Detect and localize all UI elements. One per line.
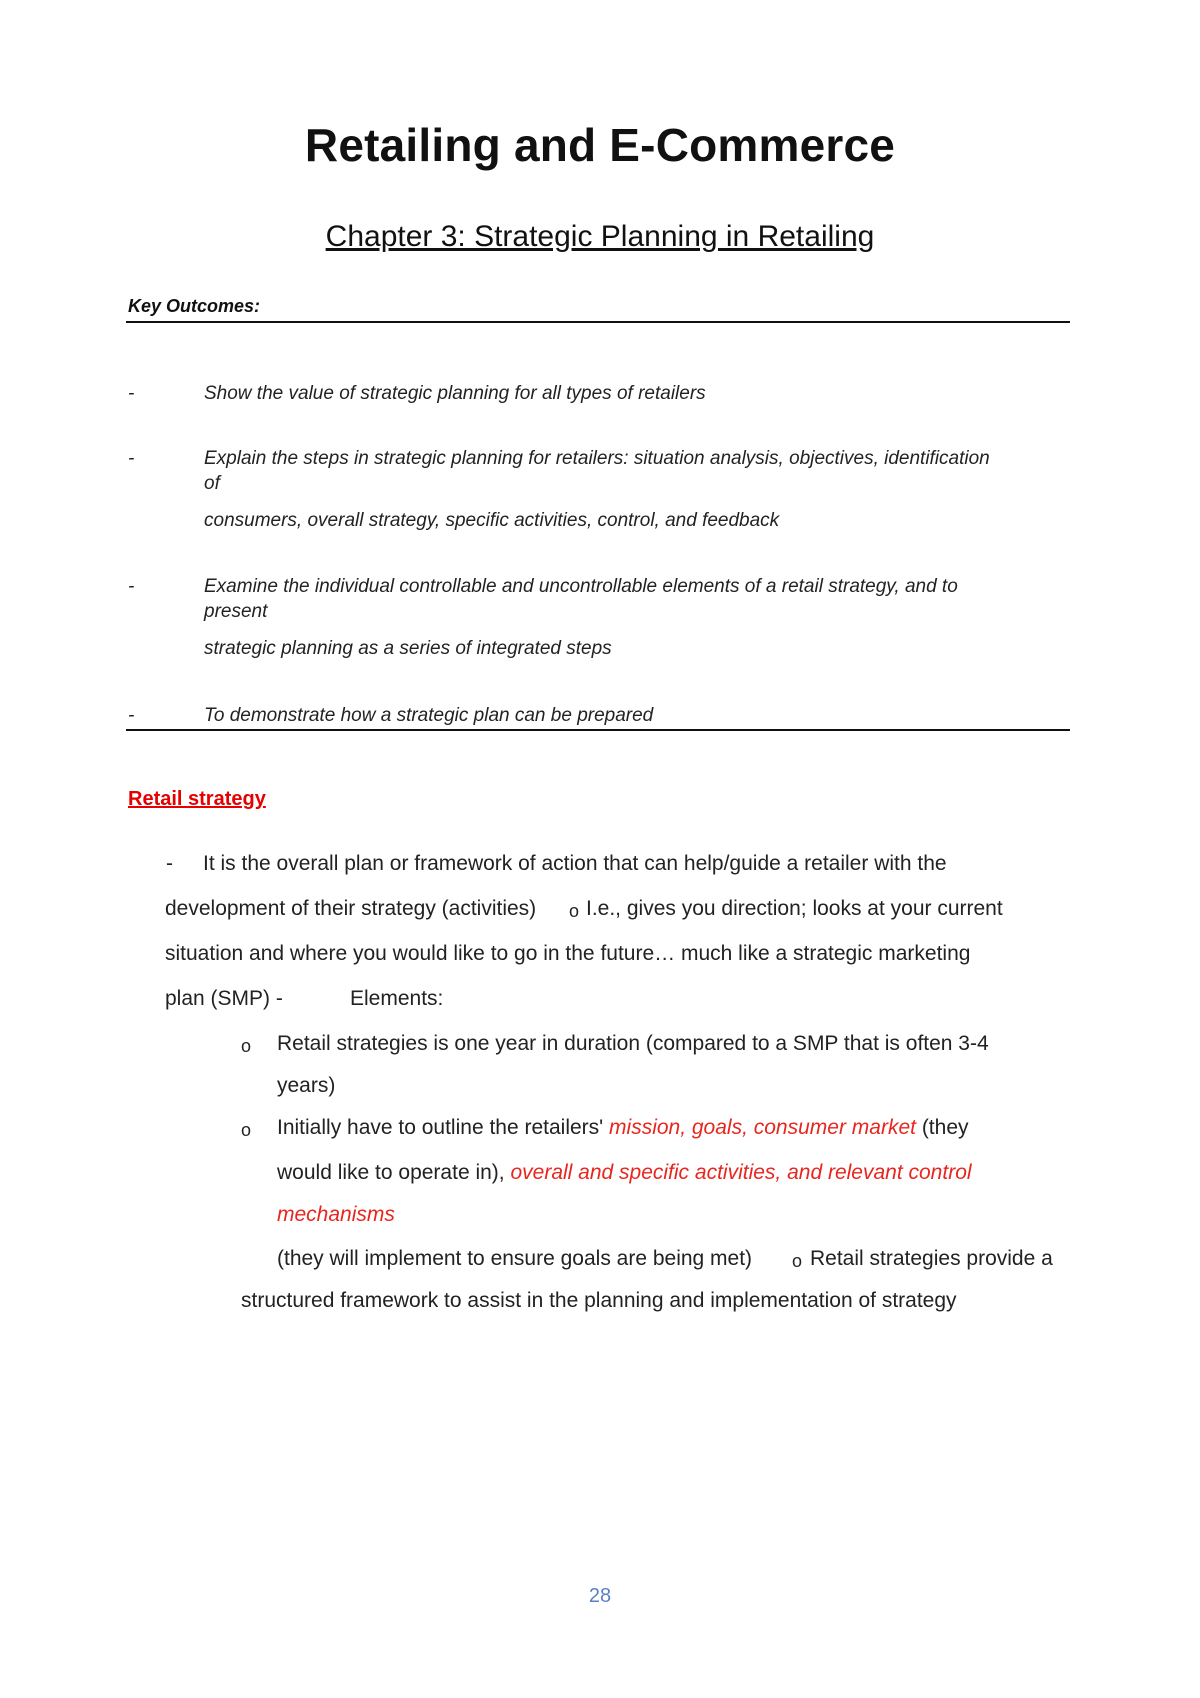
outcome-dash: - (128, 705, 135, 726)
body-dash: - (166, 852, 173, 875)
bullet-text-part: (they (915, 1116, 969, 1139)
bullet-text (277, 1116, 969, 1140)
outcome-text: Examine the individual controllable and uncontrollable elements of a retail strategy, and to (204, 576, 958, 597)
circle-bullet-icon: o (569, 901, 580, 921)
bullet-text: structured framework to assist in the planning and implementation of strategy (241, 1289, 957, 1312)
bullet-text-part: Initially have to outline the retailers' (277, 1116, 610, 1139)
outcome-text-continued: consumers, overall strategy, specific activities, control, and feedback (204, 510, 780, 531)
top-divider (126, 321, 1070, 323)
outcome-text-continued: strategic planning as a series of integrated steps (204, 638, 612, 659)
chapter-heading: Chapter 3: Strategic Planning in Retailing (325, 220, 875, 253)
outcome-dash: - (128, 448, 135, 469)
bottom-divider (126, 729, 1070, 731)
document-title: Retailing and E-Commerce (304, 119, 896, 171)
outcome-text: Show the value of strategic planning for all types of retailers (204, 383, 706, 404)
body-line: I.e., gives you direction; looks at your current (586, 897, 1003, 920)
body-line: plan (SMP) - (165, 987, 283, 1010)
body-line: Elements: (350, 987, 444, 1010)
body-line: development of their strategy (activities) (165, 897, 537, 920)
circle-bullet-icon: o (792, 1251, 803, 1271)
key-outcomes-label: Key Outcomes: (128, 296, 261, 316)
body-line: It is the overall plan or framework of action that can help/guide a retailer with the (203, 852, 947, 875)
page-number: 28 (588, 1585, 612, 1607)
outcome-text-wrap: of (204, 473, 220, 494)
circle-bullet-icon: o (241, 1120, 252, 1140)
bullet-text: years) (277, 1074, 336, 1097)
section-heading-retail-strategy: Retail strategy (128, 788, 266, 810)
bullet-text-part: would like to operate in), (277, 1161, 511, 1184)
body-line: situation and where you would like to go in the future… much like a strategic marketing (165, 942, 971, 965)
highlighted-text: mechanisms (277, 1203, 395, 1226)
bullet-text: Retail strategies provide a (810, 1247, 1053, 1270)
highlighted-text: mission, goals, consumer market (609, 1116, 916, 1139)
bullet-text: (they will implement to ensure goals are being met) (277, 1247, 753, 1270)
bullet-text (277, 1203, 395, 1227)
circle-bullet-icon: o (241, 1036, 252, 1056)
outcome-text: To demonstrate how a strategic plan can be prepared (204, 705, 654, 726)
outcome-text-wrap: present (204, 601, 268, 622)
outcome-text: Explain the steps in strategic planning for retailers: situation analysis, objectives, identification (204, 448, 990, 469)
highlighted-text: overall and specific activities, and relevant control (510, 1161, 972, 1184)
outcome-dash: - (128, 576, 135, 597)
bullet-text: Retail strategies is one year in duration (compared to a SMP that is often 3-4 (277, 1032, 989, 1055)
bullet-text (277, 1161, 972, 1185)
outcome-dash: - (128, 383, 135, 404)
